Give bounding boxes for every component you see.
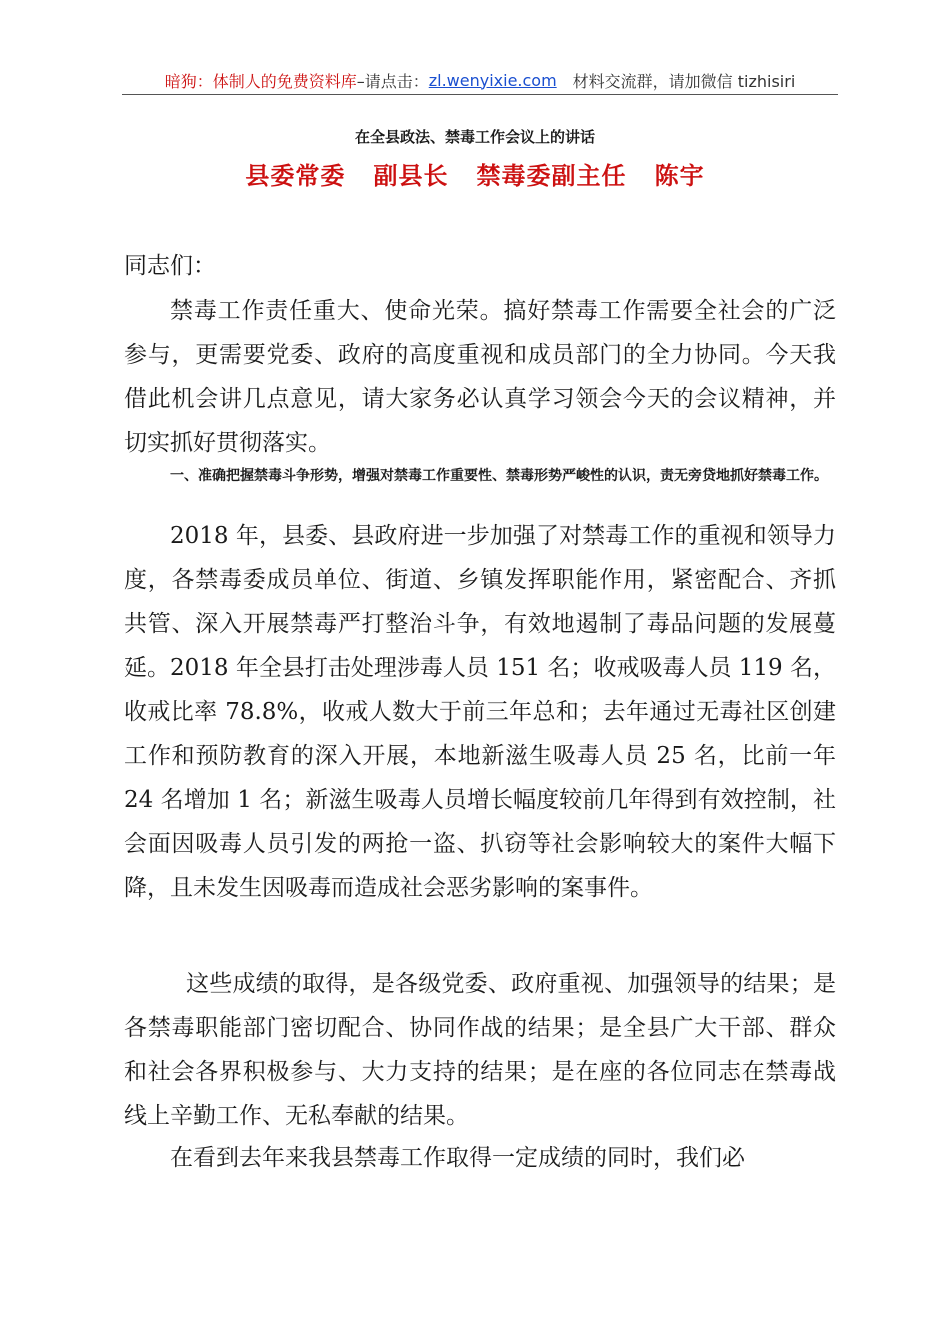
paragraph-3: 这些成绩的取得，是各级党委、政府重视、加强领导的结果；是各禁毒职能部门密切配合、协同作战的结果；是全县广大干部、群众和社会各界积极参与、大力支持的结果；是在座的各位同志在禁毒战线上辛勤工作、无私奉献的结果。: [124, 971, 836, 1129]
header-wechat-note: 材料交流群，请加微信 tizhisiri: [572, 71, 796, 91]
section-1-heading: 一、准确把握禁毒斗争形势，增强对禁毒工作重要性、禁毒形势严峻性的认识，责无旁贷地抓好禁毒工作。: [170, 468, 828, 484]
document-subtitle: 在全县政法、禁毒工作会议上的讲话: [354, 128, 595, 146]
paragraph-1: 禁毒工作责任重大、使命光荣。搞好禁毒工作需要全社会的广泛参与，更需要党委、政府的高度重视和成员部门的全力协同。今天我借此机会讲几点意见，请大家务必认真学习领会今天的会议精神，并切实抓好贯彻落实。: [124, 298, 836, 456]
paragraph-2: 2018 年，县委、县政府进一步加强了对禁毒工作的重视和领导力度，各禁毒委成员单位、街道、乡镇发挥职能作用，紧密配合、齐抓共管、深入开展禁毒严打整治斗争，有效地遏制了毒品问题的发展蔓延。2018 年全县打击处理涉毒人员 151 名；收戒吸毒人员 119 名，收戒比率 78.8%，收戒人数大于前三年总和；去年通过无毒社区创建工作和预防教育的深入开展，本地新滋生吸毒人员 25 名，比前一年 24 名增加 1 名；新滋生吸毒人员增长幅度较前几年得到有效控制，社会面因吸毒人员引发的两抢一盗、扒窃等社会影响较大的案件大幅下降，且未发生因吸毒而造成社会恶劣影响的案事件。: [124, 523, 836, 901]
page-header: [122, 66, 838, 95]
paragraph-4: 在看到去年来我县禁毒工作取得一定成绩的同时，我们必: [170, 1145, 745, 1171]
document-title: 县委常委 副县长 禁毒委副主任 陈宇: [245, 161, 705, 190]
header-link[interactable]: zl.wenyixie.com: [428, 70, 557, 90]
header-prompt: –请点击：: [356, 71, 429, 91]
header-brand: 暗狗：体制人的免费资料库: [164, 71, 357, 91]
greeting: 同志们：: [124, 253, 216, 279]
